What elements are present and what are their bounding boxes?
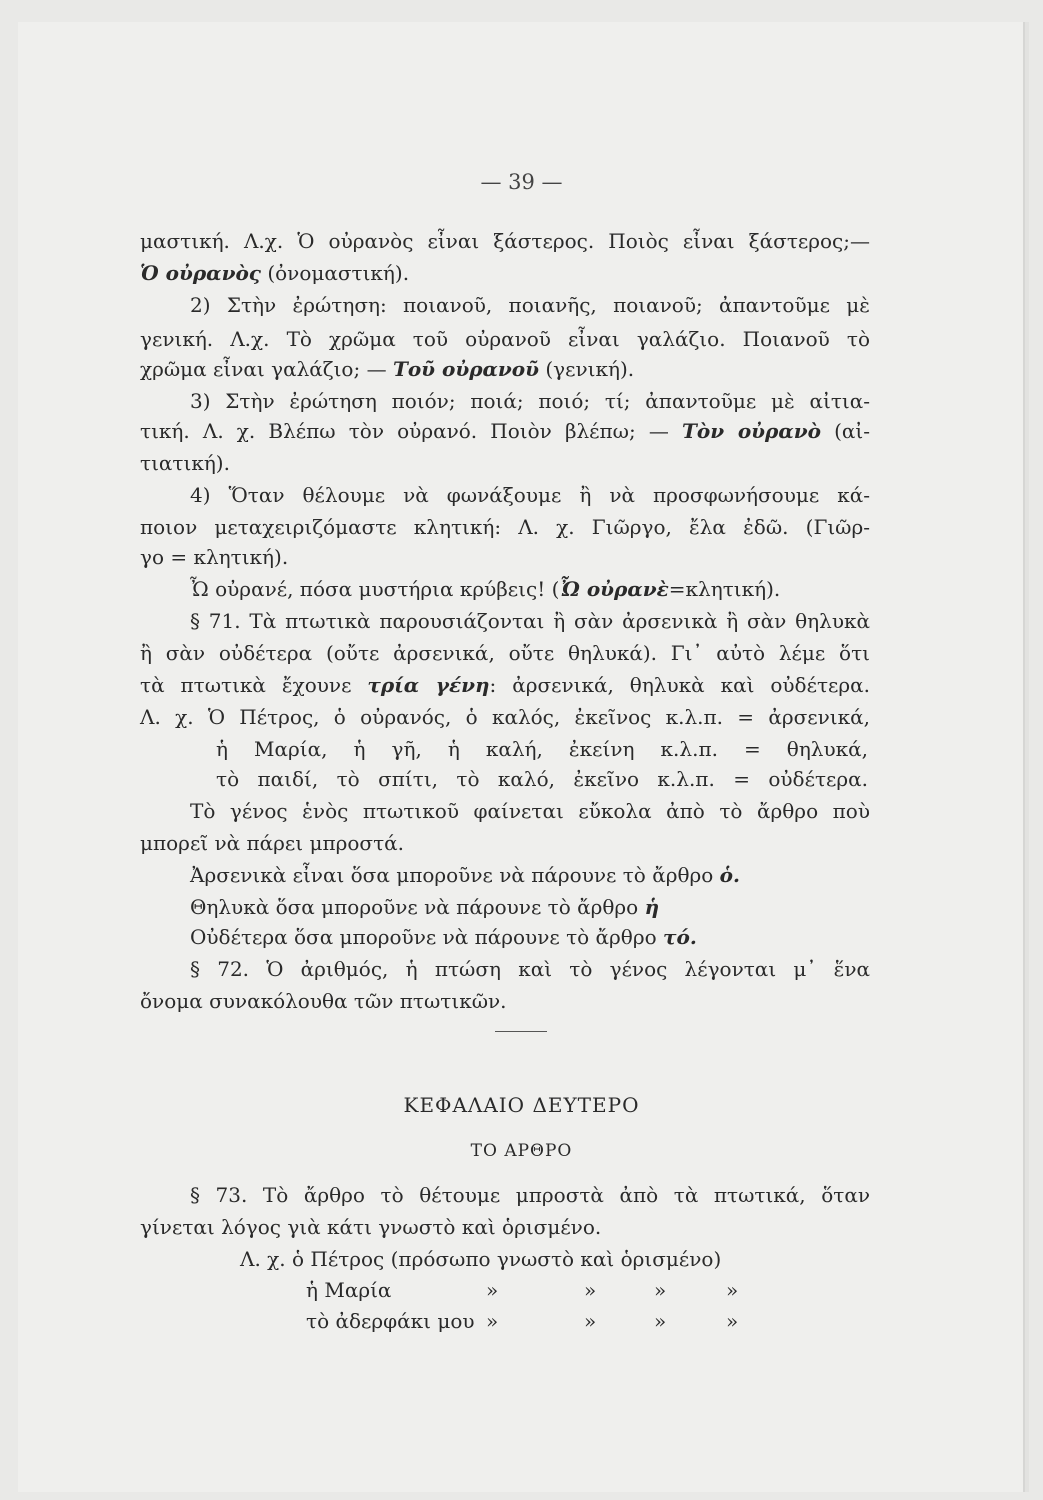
example-word: ἡ Μαρία [306, 1278, 392, 1302]
text-span: (γενική). [539, 357, 635, 381]
bold-term: Τὸν οὐρανὸ [682, 419, 821, 443]
ditto-mark: » [486, 1309, 499, 1333]
text-line: 3) Στὴν ἐρώτηση ποιόν; ποιά; ποιό; τί; ἀπαντοῦμε μὲ αἰτια- [190, 389, 870, 413]
text-line: ἡ Μαρία, ἡ γῆ, ἡ καλή, ἐκείνη κ.λ.π. = θηλυκά, [216, 737, 868, 761]
text-span: (αἰ- [820, 419, 871, 443]
bold-term: ὁ. [719, 863, 740, 887]
ditto-mark: » [654, 1278, 667, 1302]
text-line: γίνεται λόγος γιὰ κάτι γνωστὸ καὶ ὁρισμένο. [140, 1215, 602, 1239]
text-line: Τὸ γένος ἑνὸς πτωτικοῦ φαίνεται εὔκολα ἀπὸ τὸ ἄρθρο ποὺ [190, 799, 870, 823]
text-line: τιατική). [140, 451, 230, 475]
text-line: γο = κλητική). [140, 545, 289, 569]
text-span: τὰ πτωτικὰ ἔχουνε [140, 673, 368, 697]
ditto-mark: » [486, 1278, 499, 1302]
bold-term: Ὦ οὐρανὲ [559, 577, 669, 601]
text-span: (ὀνομαστική). [260, 261, 410, 285]
text-line: ὄνομα συνακόλουθα τῶν πτωτικῶν. [140, 989, 507, 1013]
text-line: ποιον μεταχειριζόμαστε κλητική: Λ. χ. Γιῶργο, ἔλα ἐδῶ. (Γιῶρ- [140, 515, 870, 539]
text-span: χρῶμα εἶναι γαλάζιο; — [140, 357, 393, 381]
example-word: τὸ ἀδερφάκι μου [306, 1309, 475, 1333]
text-span: Οὐδέτερα ὅσα μποροῦνε νὰ πάρουνε τὸ ἄρθρο [190, 925, 664, 949]
bold-term: Τοῦ οὐρανοῦ [392, 357, 540, 381]
ditto-mark: » [654, 1309, 667, 1333]
text-line: § 72. Ὁ ἀριθμός, ἡ πτώση καὶ τὸ γένος λέγονται μ᾿ ἕνα [190, 957, 870, 981]
text-span: =κλητική). [668, 577, 781, 601]
ditto-mark: » [584, 1309, 597, 1333]
text-line [140, 416, 870, 446]
text-line: ἢ σὰν οὐδέτερα (οὔτε ἀρσενικά, οὔτε θηλυκά). Γι᾿ αὐτὸ λέμε ὅτι [140, 641, 870, 665]
text-line: μπορεῖ νὰ πάρει μπροστά. [140, 831, 405, 855]
text-line: γενική. Λ.χ. Τὸ χρῶμα τοῦ οὐρανοῦ εἶναι γαλάζιο. Ποιανοῦ τὸ [140, 327, 870, 351]
text-line: τὸ παιδί, τὸ σπίτι, τὸ καλό, ἐκεῖνο κ.λ.π. = οὐδέτερα. [216, 767, 868, 791]
bold-term: τό. [663, 925, 697, 949]
text-line: 2) Στὴν ἐρώτηση: ποιανοῦ, ποιανῆς, ποιανοῦ; ἀπαντοῦμε μὲ [190, 293, 870, 317]
page-number: — 39 — [480, 170, 563, 194]
chapter-subtitle: ΤΟ ΑΡΘΡΟ [470, 1141, 573, 1161]
text-line [190, 860, 870, 890]
ditto-mark: » [584, 1278, 597, 1302]
text-line [190, 922, 870, 952]
text-line [190, 574, 870, 604]
text-line: Λ. χ. Ὁ Πέτρος, ὁ οὐρανός, ὁ καλός, ἐκεῖνος κ.λ.π. = ἀρσενικά, [140, 705, 870, 729]
text-line: 4) Ὅταν θέλουμε νὰ φωνάξουμε ἢ νὰ προσφωνήσουμε κά- [190, 483, 870, 507]
text-span: τική. Λ. χ. Βλέπω τὸν οὐρανό. Ποιὸν βλέπω; — [140, 419, 682, 443]
text-line: μαστική. Λ.χ. Ὁ οὐρανὸς εἶναι ξάστερος. Ποιὸς εἶναι ξάστερος;— [140, 229, 870, 253]
text-span: Θηλυκὰ ὅσα μποροῦνε νὰ πάρουνε τὸ ἄρθρο [190, 895, 645, 919]
ditto-mark: » [726, 1278, 739, 1302]
bold-term: τρία γένη [367, 673, 490, 697]
text-line: § 73. Τὸ ἄρθρο τὸ θέτουμε μπροστὰ ἀπὸ τὰ πτωτικά, ὅταν [190, 1183, 870, 1207]
text-span: Ἀρσενικὰ εἶναι ὅσα μποροῦνε νὰ πάρουνε τὸ ἄρθρο [190, 863, 720, 887]
text-line: § 71. Τὰ πτωτικὰ παρουσιάζονται ἢ σὰν ἀρσενικὰ ἢ σὰν θηλυκὰ [190, 609, 870, 633]
example-line: Λ. χ. ὁ Πέτρος (πρόσωπο γνωστὸ καὶ ὁρισμένο) [240, 1247, 722, 1271]
bold-term: Ὁ οὐρανὸς [140, 261, 261, 285]
bold-term: ἡ [644, 895, 660, 919]
ditto-mark: » [726, 1309, 739, 1333]
text-line [140, 258, 870, 288]
text-span: Ὦ οὐρανέ, πόσα μυστήρια κρύβεις! ( [190, 577, 560, 601]
text-line [140, 354, 870, 384]
text-span: : ἀρσενικά, θηλυκὰ καὶ οὐδέτερα. [489, 673, 870, 697]
chapter-title: ΚΕΦΑΛΑΙΟ ΔΕΥΤΕΡΟ [403, 1093, 640, 1117]
text-line [140, 670, 870, 700]
text-line [190, 892, 870, 922]
section-divider [495, 1031, 547, 1032]
